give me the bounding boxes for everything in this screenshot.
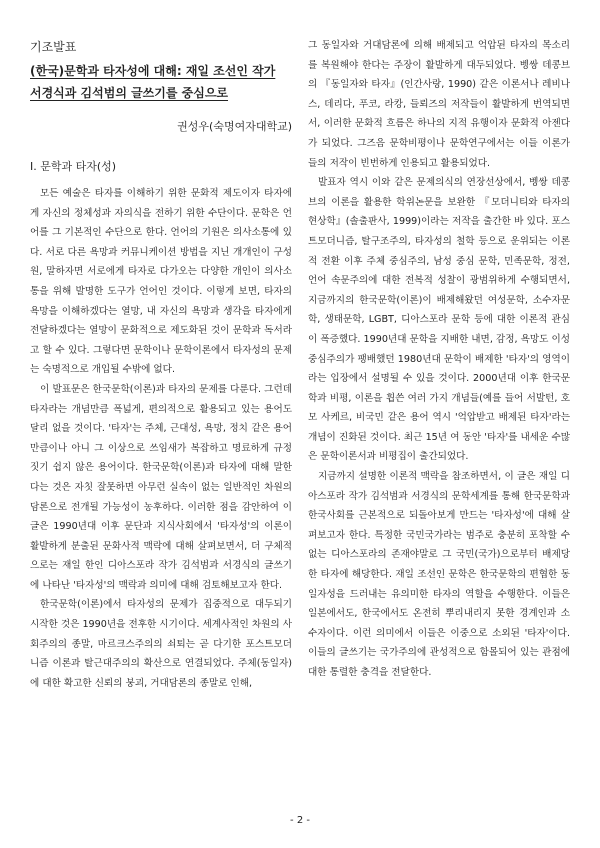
paper-title-line-1: (한국)문학과 타자성에 대해: 재일 조선인 작가 (30, 64, 276, 78)
left-body (30, 184, 292, 693)
page-number: - 2 - (290, 815, 310, 826)
paragraph: 모든 예술은 타자를 이해하기 위한 문화적 제도이자 타자에게 자신의 정체성과 자의식을 전하기 위한 수단이다. 문학은 언어를 그 기본적인 수단으로 한다. 언어의 기원은 의사소통에 있다. 서로 다른 욕망과 커뮤니케이션 방법을 지닌 개개인이 구성원, 말하자면 서로에게 타자로 다가오는 다양한 개인이 의사소통을 위해 발명한 도구가 언어인 것이다. 이렇게 보면, 타자의 욕망을 이해하겠다는 열망, 내 자신의 욕망과 생각을 타자에게 전달하겠다는 열망이 문화적으로 제도화된 것이 문학과 독서라고 할 수 있다. 그렇다면 문학이나 문학이론에서 타자성의 문제는 숙명적으로 개입될 수밖에 없다. (30, 188, 292, 376)
session-label: 기조발표 (30, 40, 77, 54)
section-heading: Ⅰ. 문학과 타자(성) (30, 160, 117, 173)
paragraph: 발표자 역시 이와 같은 문제의식의 연장선상에서, 벵쌍 데콩브의 이론을 활용한 학위논문을 보완한 『모더니티와 타자의 현상학』(솔출판사, 1999)이라는 저작을 출간한 바 있다. 포스트모더니즘, 탈구조주의, 타자성의 철학 등으로 운위되는 이론적 전환 이후 주체 중심주의, 남성 중심 문학, 민족문학, 정전, 언어 속문주의에 대한 전복적 성찰이 광범위하게 수행되면서, 지금까지의 한국문학(이론)이 배제해왔던 여성문학, 소수자문학, 생태문학, LGBT, 디아스포라 문학 등에 대한 이론적 관심이 폭증했다. 1990년대 문학을 지배한 내면, 감정, 욕망도 이성중심주의가 팽배했던 1980년대 문학이 배제한 '타자'의 영역이라는 입장에서 설명될 수 있을 것이다. 2000년대 이후 한국문학과 비평, 이론을 휩쓴 여러 가지 개념들(예를 들어 서발턴, 호모 사케르, 비국민 같은 용어 역시 '억압받고 배제된 타자'라는 개념이 진화된 것이다. 최근 15년 여 동안 '타자'를 내세운 수많은 문학이론서과 비평집이 출간되었다. (308, 177, 570, 463)
right-body (308, 36, 570, 683)
paper-title (30, 60, 275, 104)
paragraph: 그 동일자와 거대담론에 의해 배제되고 억압된 타자의 목소리를 복원해야 한다는 주장이 활발하게 대두되었다. 벵쌍 데콩브의 『동일자와 타자』(인간사랑, 1990) 같은 이론서나 레비나스, 데리다, 푸코, 라캉, 들뢰즈의 저작들이 활발하게 번역되면서, 이러한 문화적 흐름은 하나의 지적 유행이자 문화적 아젠다가 되었다. 그즈음 문학비평이나 문학연구에서는 이들 이론가들의 저작이 빈번하게 인용되고 활용되었다. (308, 40, 570, 169)
paragraph: 한국문학(이론)에서 타자성의 문제가 집중적으로 대두되기 시작한 것은 1990년을 전후한 시기이다. 세계사적인 차원의 사회주의의 종말, 마르크스주의의 쇠퇴는 곧 다기한 포스트모더니즘 이론과 탈근대주의의 확산으로 연결되었다. 주체(동일자)에 대한 확고한 신뢰의 붕괴, 거대담론의 종말로 인해, (30, 599, 292, 689)
paragraph: 지금까지 설명한 이론적 맥락을 참조하면서, 이 글은 재일 디아스포라 작가 김석범과 서경식의 문학세계를 통해 한국문학과 한국사회를 근본적으로 되돌아보게 만드는 '타자성'에 대해 살펴보고자 한다. 특정한 국민국가라는 범주로 충분히 포착할 수 없는 디아스포라의 존재야말로 그 국민(국가)으로부터 배제당한 타자에 해당한다. 재일 조선인 문학은 한국문학의 편협한 동일자성을 드러내는 유의미한 타자의 역할을 수행한다. 이들은 일본에서도, 한국에서도 온전히 뿌리내리지 못한 경계인과 소수자이다. 이런 의미에서 이들은 이중으로 소외된 '타자'이다. 이들의 글쓰기는 국가주의에 관성적으로 함몰되어 있는 관점에 대한 통렬한 충격을 전달한다. (308, 471, 570, 678)
author: 권성우(숙명여자대학교) (177, 120, 292, 133)
paragraph: 이 발표문은 한국문학(이론)과 타자의 문제를 다룬다. 그런데 타자라는 개념만큼 폭넓게, 편의적으로 활용되고 있는 용어도 달리 없을 것이다. '타자'는 주체, 근대성, 욕망, 정치 같은 용어만큼이나 아니 그 이상으로 쓰임새가 복잡하고 명료하게 규정짓기 쉽지 않은 용어이다. 한국문학(이론)과 타자에 대해 말한다는 것은 자칫 잘못하면 아무런 실속이 없는 일반적인 차원의 담론으로 전개될 가능성이 농후하다. 이러한 점을 감안하여 이 글은 1990년대 이후 문단과 지식사회에서 '타자성'의 이론이 활발하게 분출된 문화사적 맥락에 대해 살펴보면서, 더 구체적으로는 재일 한인 디아스포라 작가 김석범과 서경식의 글쓰기에 나타난 '타자성'의 맥락과 의미에 대해 검토해보고자 한다. (30, 383, 292, 591)
paper-title-line-2: 서경식과 김석범의 글쓰기를 중심으로 (30, 86, 229, 100)
